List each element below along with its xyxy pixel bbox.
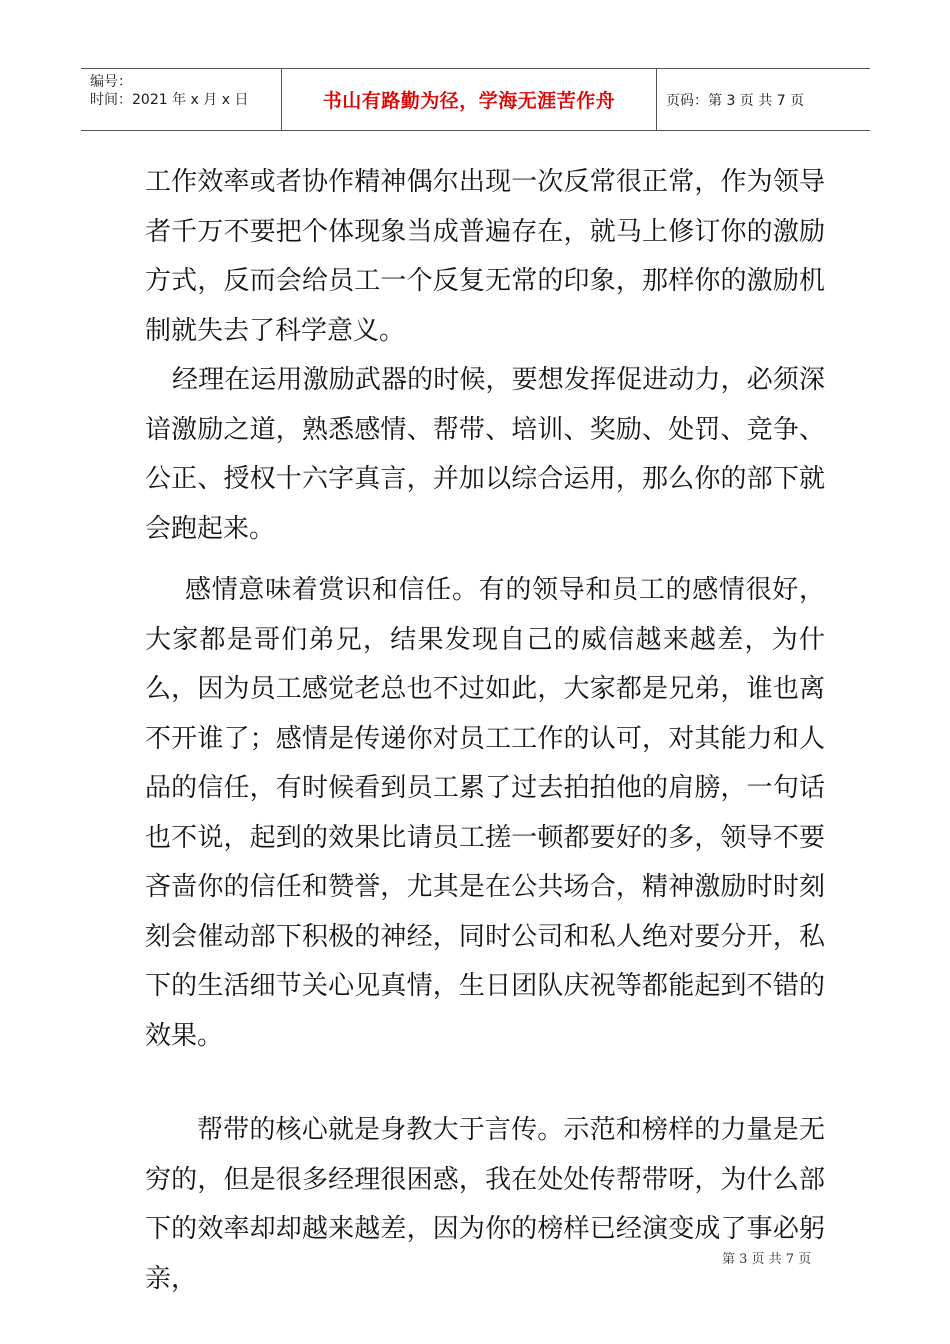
paragraph: 工作效率或者协作精神偶尔出现一次反常很正常，作为领导者千万不要把个体现象当成普遍存在，就马上修订你的激励方式，反而会给员工一个反复无常的印象，那样你的激励机制就失去了科学意义。 [145,167,825,346]
page-header [81,68,870,131]
paragraph: 帮带的核心就是身教大于言传。示范和榜样的力量是无穷的，但是很多经理很困惑，我在处处传帮带呀，为什么部下的效率却却越来越差，因为你的榜样已经演变成了事必躬亲， [145,1115,825,1294]
document-body [145,158,825,1304]
header-page-number: 页码：第 3 页 共 7 页 [666,92,805,109]
number-label: 编号： [90,74,132,90]
paragraph: 经理在运用激励武器的时候，要想发挥促进动力，必须深谙激励之道，熟悉感情、帮带、培训、奖励、处罚、竞争、公正、授权十六字真言，并加以综合运用，那么你的部下就会跑起来。 [145,365,825,544]
header-motto: 书山有路勤为径，学海无涯苦作舟 [281,69,657,130]
time-label: 时间：2021 年 x 月 x 日 [90,92,249,108]
paragraph: 感情意味着赏识和信任。有的领导和员工的感情很好，大家都是哥们弟兄，结果发现自己的威信越来越差，为什么，因为员工感觉老总也不过如此，大家都是兄弟，谁也离不开谁了；感情是传递你对员工工作的认可，对其能力和人品的信任，有时候看到员工累了过去拍拍他的肩膀，一句话也不说，起到的效果比请员工搓一顿都要好的多，领导不要吝啬你的信任和赞誉，尤其是在公共场合，精神激励时时刻刻会催动部下积极的神经，同时公司和私人绝对要分开，私下的生活细节关心见真情，生日团队庆祝等都能起到不错的效果。 [145,575,825,1051]
header-meta [81,69,281,130]
page-footer: 第 3 页 共 7 页 [722,1252,812,1267]
